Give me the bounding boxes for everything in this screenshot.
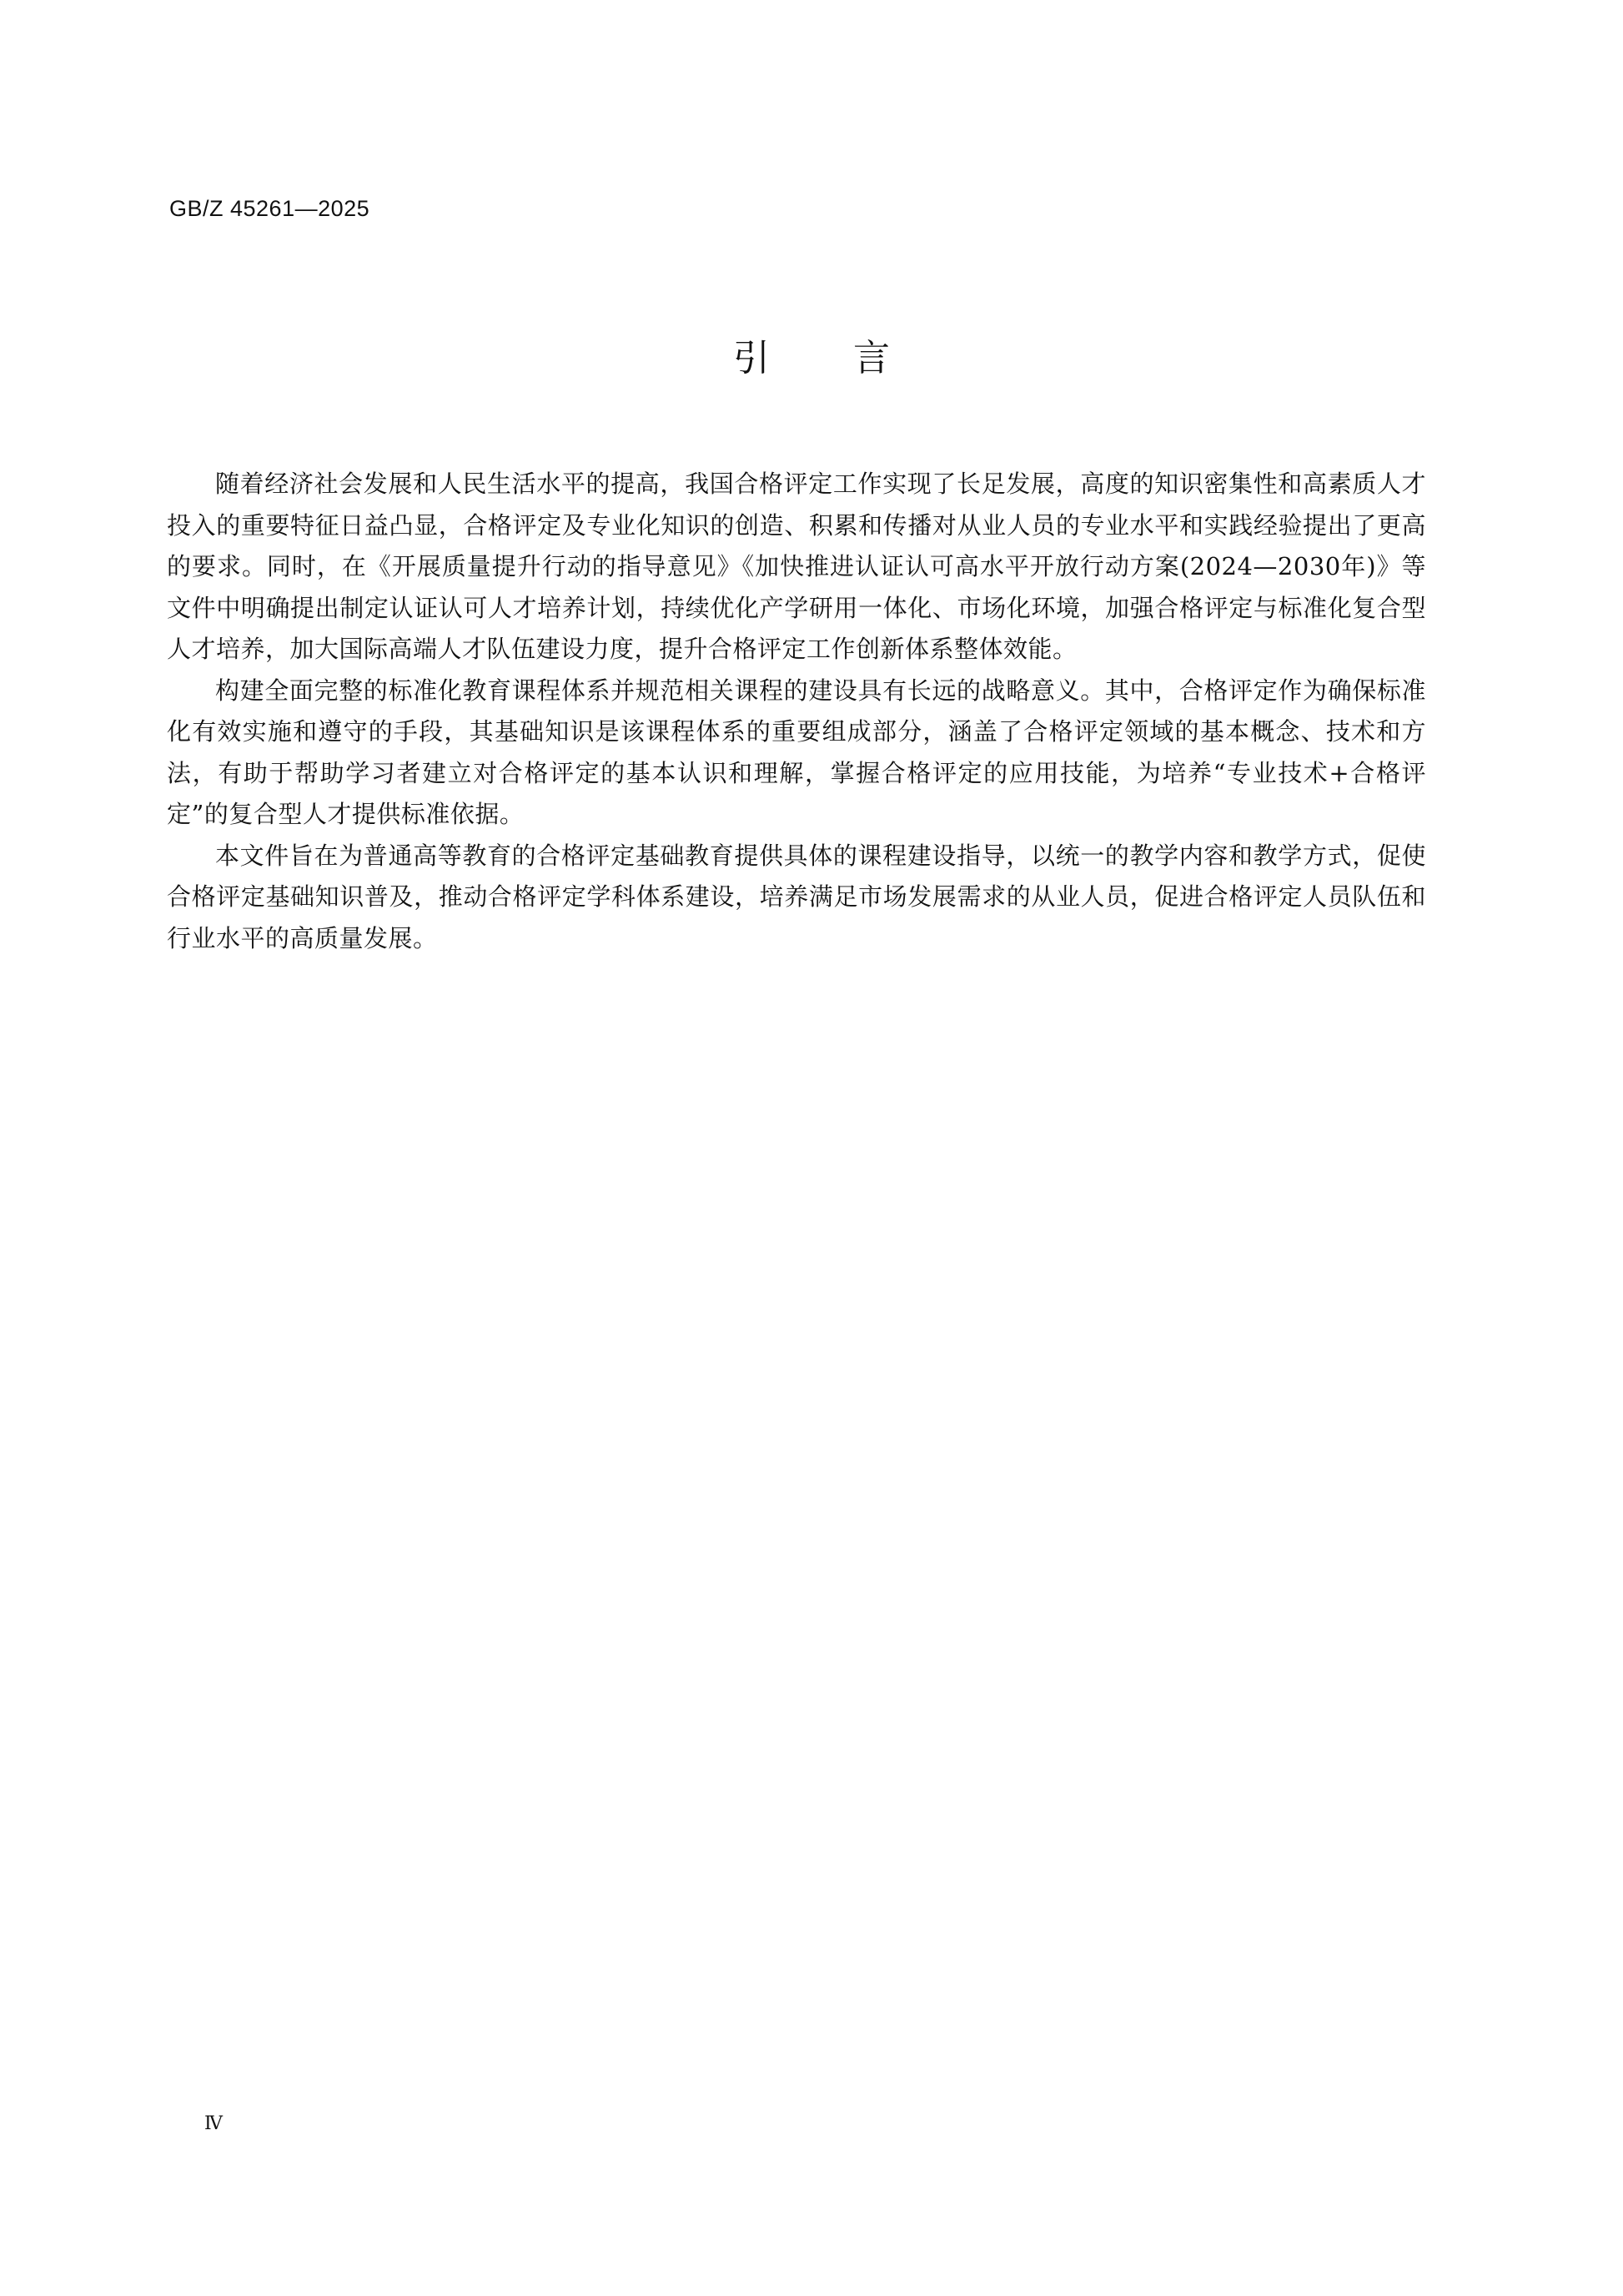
paragraph-2: 构建全面完整的标准化教育课程体系并规范相关课程的建设具有长远的战略意义。其中，合格评定作为确保标准化有效实施和遵守的手段，其基础知识是该课程体系的重要组成部分，涵盖了合格评定领域的基本概念、技术和方法，有助于帮助学习者建立对合格评定的基本认识和理解，掌握合格评定的应用技能，为培养“专业技术+合格评定”的复合型人才提供标准依据。 bbox=[167, 676, 1426, 828]
page-title: 引言 bbox=[733, 337, 973, 379]
paragraph-3: 本文件旨在为普通高等教育的合格评定基础教育提供具体的课程建设指导，以统一的教学内容和教学方式，促使合格评定基础知识普及，推动合格评定学科体系建设，培养满足市场发展需求的从业人员，促进合格评定人员队伍和行业水平的高质量发展。 bbox=[167, 841, 1426, 952]
document-code: GB/Z 45261—2025 bbox=[169, 196, 370, 221]
page-number: Ⅳ bbox=[204, 2113, 223, 2134]
paragraph-1: 随着经济社会发展和人民生活水平的提高，我国合格评定工作实现了长足发展，高度的知识密集性和高素质人才投入的重要特征日益凸显，合格评定及专业化知识的创造、积累和传播对从业人员的专业水平和实践经验提出了更高的要求。同时，在《开展质量提升行动的指导意见》《加快推进认证认可高水平开放行动方案(2024—2030年)》等文件中明确提出制定认证认可人才培养计划，持续优化产学研用一体化、市场化环境，加强合格评定与标准化复合型人才培养，加大国际高端人才队伍建设力度，提升合格评定工作创新体系整体效能。 bbox=[167, 470, 1426, 663]
body-text bbox=[167, 464, 1426, 959]
